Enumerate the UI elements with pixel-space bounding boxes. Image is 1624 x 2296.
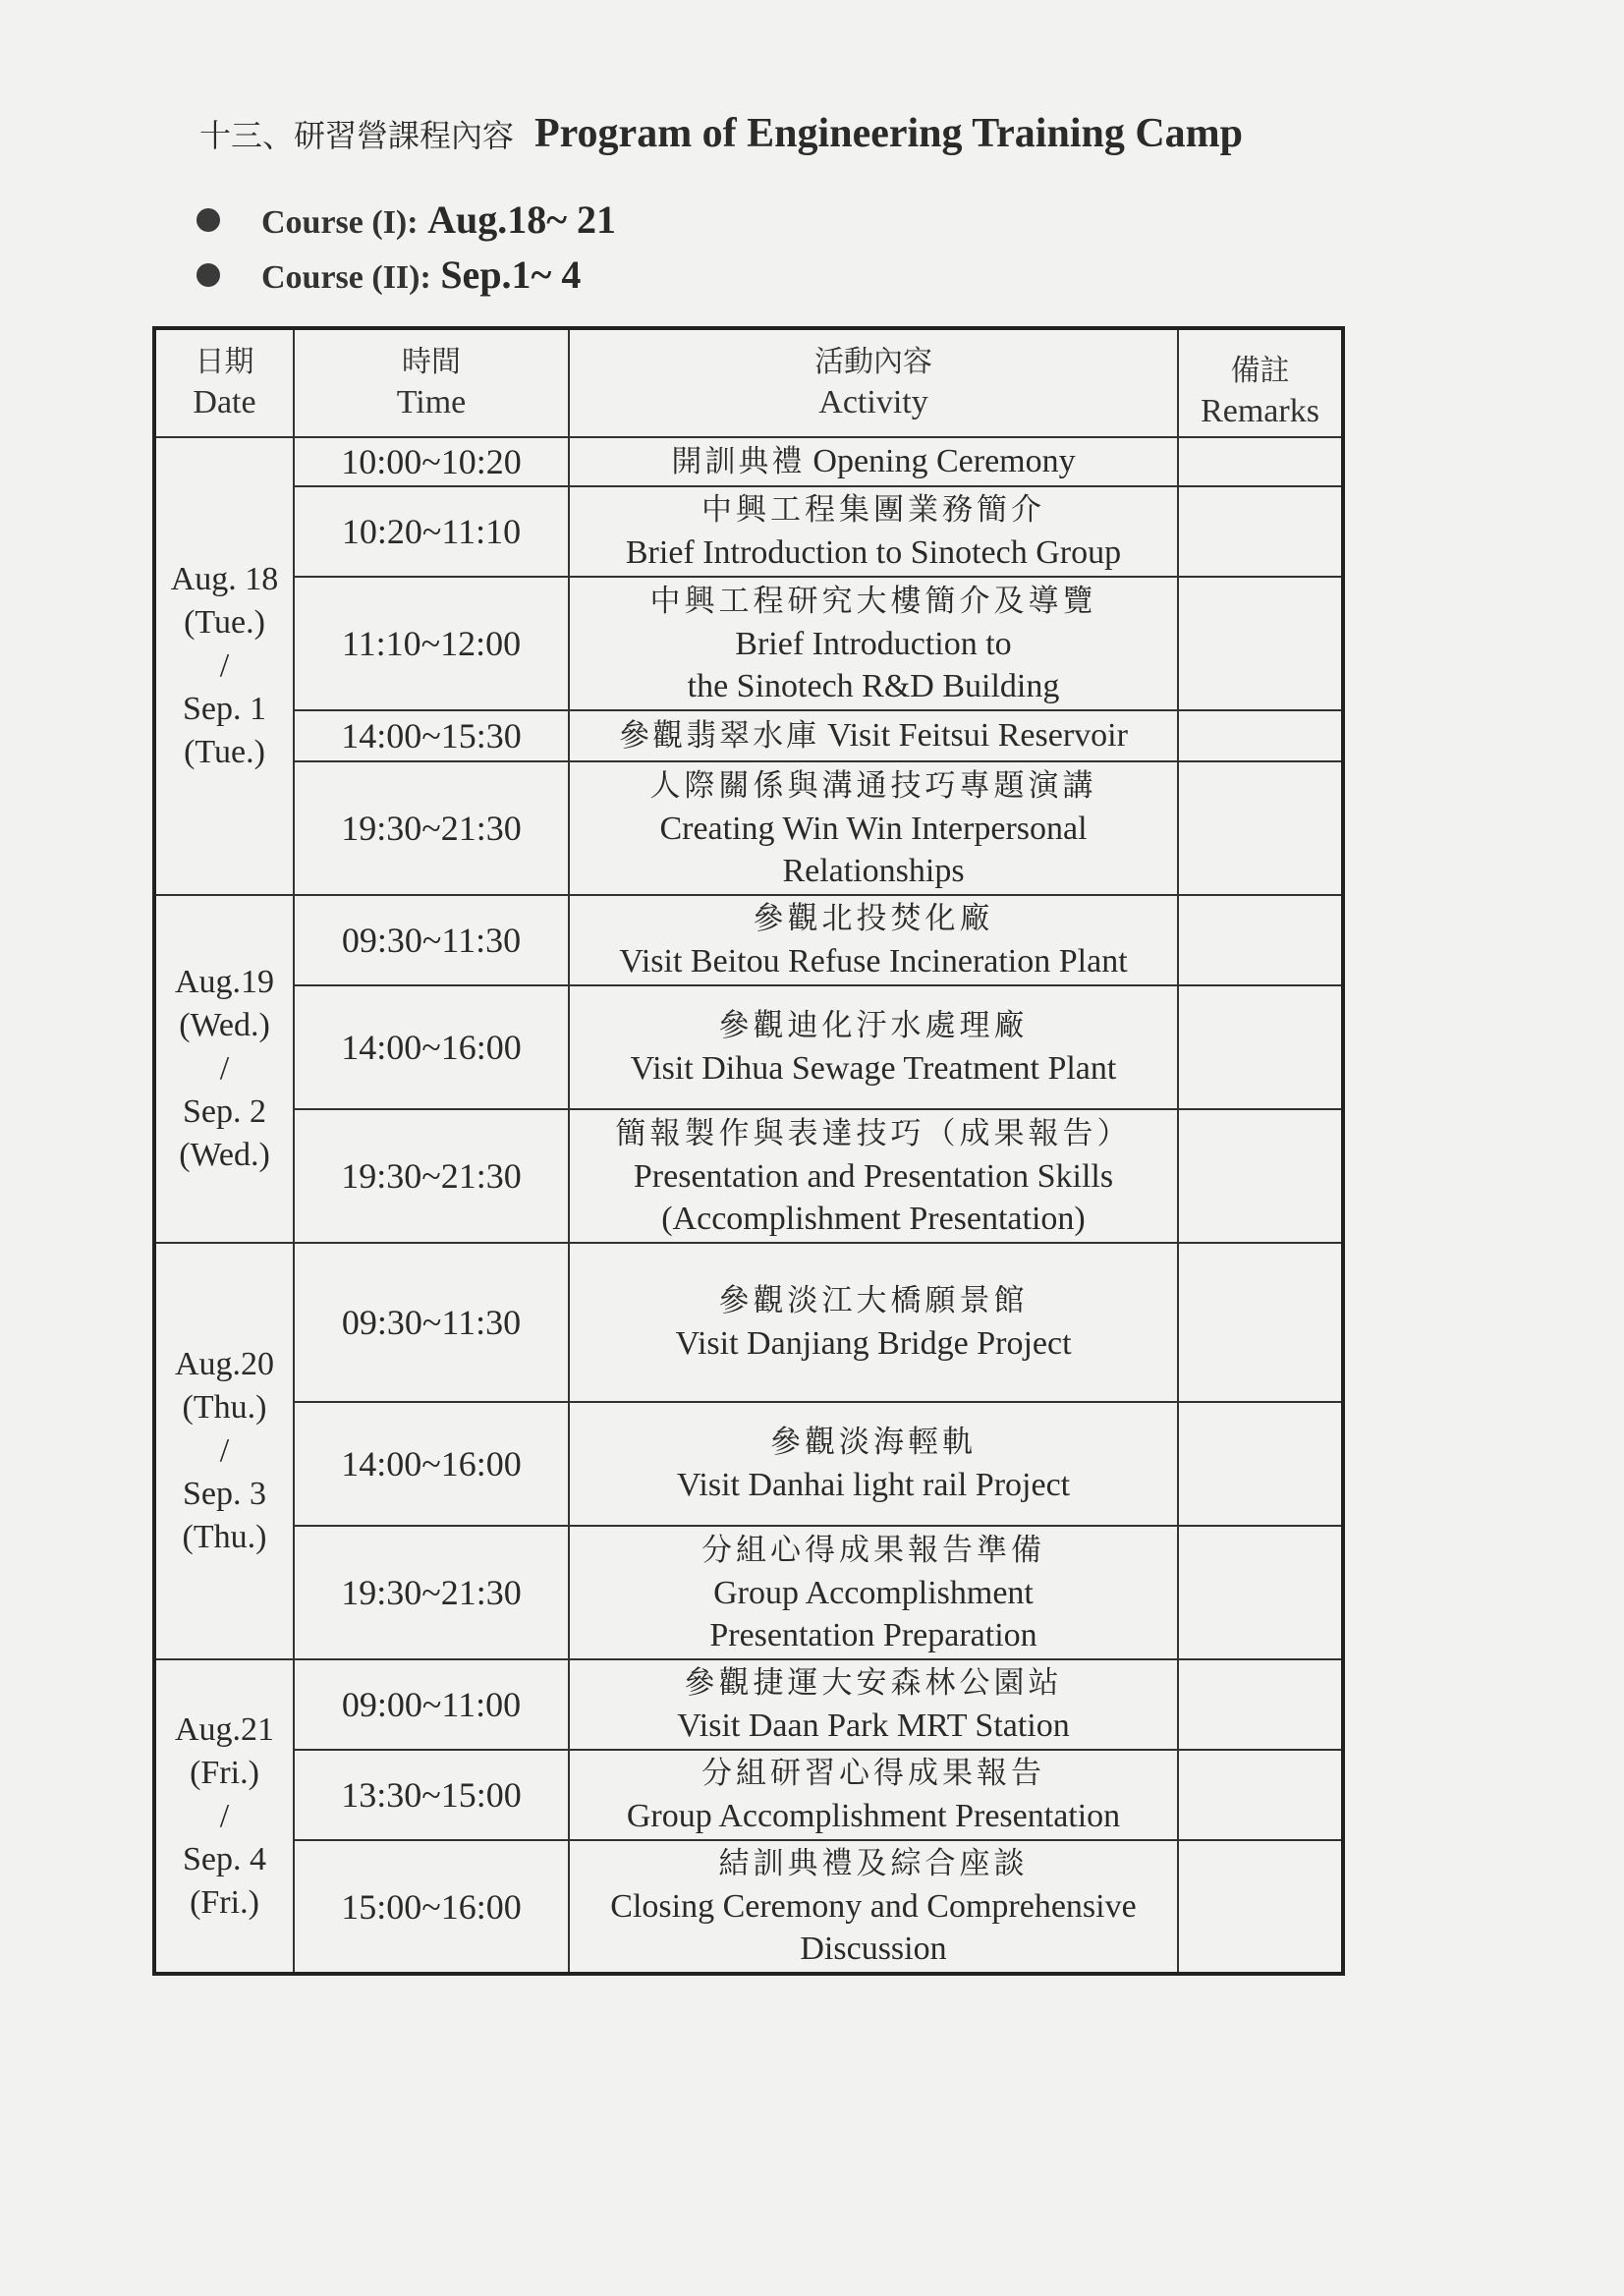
course-label: Course (I):	[261, 204, 419, 241]
remarks-cell	[1178, 437, 1343, 486]
activity-cell: 參觀迪化汙水處理廠 Visit Dihua Sewage Treatment Plant	[569, 985, 1178, 1109]
table-row	[154, 985, 1343, 1109]
table-row	[154, 1840, 1343, 1974]
table-row	[154, 1402, 1343, 1526]
time-cell: 09:00~11:00	[294, 1659, 569, 1750]
title-chinese: 十三、研習營課程內容	[199, 117, 515, 154]
remarks-cell	[1178, 1402, 1343, 1526]
time-cell: 10:20~11:10	[294, 486, 569, 577]
remarks-cell	[1178, 1659, 1343, 1750]
activity-cell: 參觀北投焚化廠 Visit Beitou Refuse Incineration Plant	[569, 895, 1178, 985]
activity-cell: 參觀翡翠水庫 Visit Feitsui Reservoir	[569, 710, 1178, 761]
remarks-cell	[1178, 985, 1343, 1109]
activity-cell: 開訓典禮 Opening Ceremony	[569, 437, 1178, 486]
table-row	[154, 1750, 1343, 1840]
activity-cell: 中興工程集團業務簡介 Brief Introduction to Sinotech Group	[569, 486, 1178, 577]
time-cell: 09:30~11:30	[294, 895, 569, 985]
table-row	[154, 710, 1343, 761]
course-1	[196, 196, 616, 243]
remarks-cell	[1178, 486, 1343, 577]
time-cell: 19:30~21:30	[294, 1109, 569, 1243]
table-row	[154, 486, 1343, 577]
table-row	[154, 437, 1343, 486]
course-label: Course (II):	[261, 259, 431, 296]
column-header-time: 時間 Time	[294, 328, 569, 437]
activity-cell: 參觀淡海輕軌 Visit Danhai light rail Project	[569, 1402, 1178, 1526]
activity-cell: 結訓典禮及綜合座談 Closing Ceremony and Comprehensive Discussion	[569, 1840, 1178, 1974]
course-2	[196, 252, 581, 298]
time-cell: 14:00~16:00	[294, 985, 569, 1109]
schedule-table	[152, 326, 1345, 1976]
bullet-icon	[196, 208, 220, 232]
remarks-cell	[1178, 1526, 1343, 1659]
date-cell: Aug.21 (Fri.) / Sep. 4 (Fri.)	[154, 1659, 294, 1974]
table-row	[154, 1526, 1343, 1659]
table-row	[154, 761, 1343, 895]
activity-cell: 人際關係與溝通技巧專題演講 Creating Win Win Interpersonal Relationships	[569, 761, 1178, 895]
time-cell: 11:10~12:00	[294, 577, 569, 710]
time-cell: 19:30~21:30	[294, 761, 569, 895]
remarks-cell	[1178, 1243, 1343, 1402]
time-cell: 09:30~11:30	[294, 1243, 569, 1402]
bullet-icon	[196, 263, 220, 287]
column-header-date: 日期 Date	[154, 328, 294, 437]
table-row	[154, 1659, 1343, 1750]
column-header-remarks: 備註 Remarks	[1178, 328, 1343, 437]
activity-cell: 中興工程研究大樓簡介及導覽 Brief Introduction to the Sinotech R&D Building	[569, 577, 1178, 710]
table-row	[154, 1243, 1343, 1402]
activity-cell: 參觀捷運大安森林公園站 Visit Daan Park MRT Station	[569, 1659, 1178, 1750]
date-cell: Aug.20 (Thu.) / Sep. 3 (Thu.)	[154, 1243, 294, 1659]
remarks-cell	[1178, 761, 1343, 895]
course-dates: Aug.18~ 21	[427, 197, 617, 242]
remarks-cell	[1178, 1109, 1343, 1243]
title-english: Program of Engineering Training Camp	[534, 111, 1244, 156]
time-cell: 14:00~15:30	[294, 710, 569, 761]
course-dates: Sep.1~ 4	[440, 252, 582, 297]
table-header-row	[154, 328, 1343, 437]
remarks-cell	[1178, 895, 1343, 985]
table-row	[154, 1109, 1343, 1243]
time-cell: 13:30~15:00	[294, 1750, 569, 1840]
date-cell: Aug.19 (Wed.) / Sep. 2 (Wed.)	[154, 895, 294, 1243]
activity-cell: 參觀淡江大橋願景館 Visit Danjiang Bridge Project	[569, 1243, 1178, 1402]
time-cell: 10:00~10:20	[294, 437, 569, 486]
time-cell: 19:30~21:30	[294, 1526, 569, 1659]
remarks-cell	[1178, 710, 1343, 761]
remarks-cell	[1178, 1750, 1343, 1840]
document-title	[199, 110, 1243, 157]
activity-cell: 分組研習心得成果報告 Group Accomplishment Presentation	[569, 1750, 1178, 1840]
table-row	[154, 577, 1343, 710]
remarks-cell	[1178, 1840, 1343, 1974]
date-cell: Aug. 18 (Tue.) / Sep. 1 (Tue.)	[154, 437, 294, 895]
activity-cell: 簡報製作與表達技巧（成果報告） Presentation and Presentation Skills (Accomplishment Presentation)	[569, 1109, 1178, 1243]
table-row	[154, 895, 1343, 985]
remarks-cell	[1178, 577, 1343, 710]
time-cell: 14:00~16:00	[294, 1402, 569, 1526]
column-header-activity: 活動內容 Activity	[569, 328, 1178, 437]
time-cell: 15:00~16:00	[294, 1840, 569, 1974]
activity-cell: 分組心得成果報告準備 Group Accomplishment Presentation Preparation	[569, 1526, 1178, 1659]
